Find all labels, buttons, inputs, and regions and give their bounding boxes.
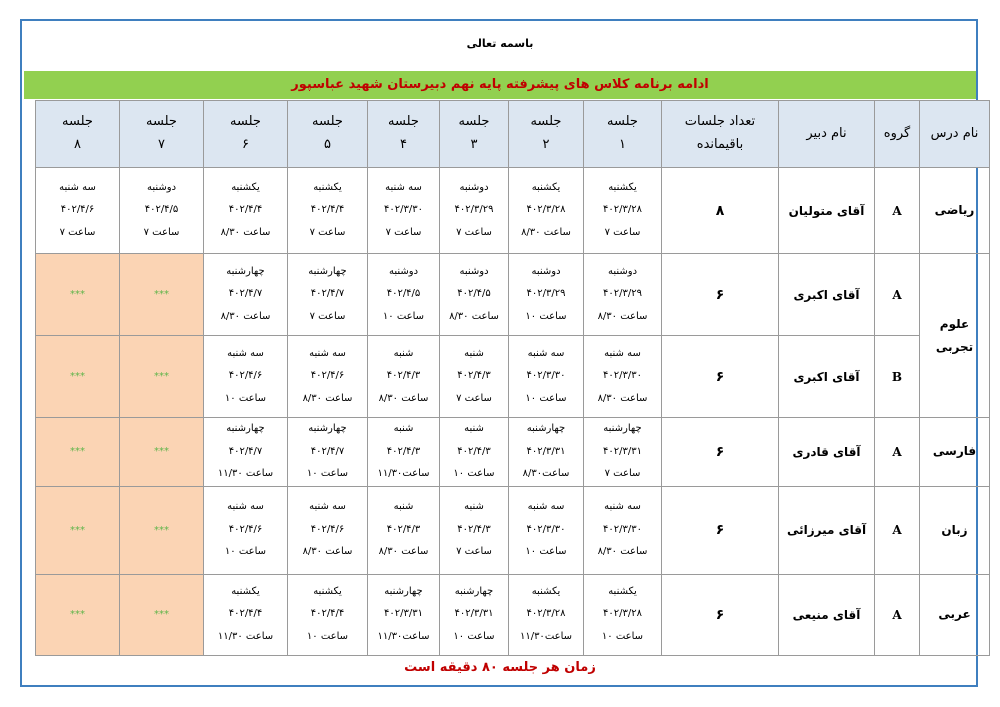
- table-row: [36, 418, 990, 487]
- session-day: چهارشنبه: [226, 265, 265, 277]
- session-cell: [204, 486, 288, 574]
- remaining-cell: ۶: [662, 254, 779, 336]
- session-date: ۴۰۲/۳/۳۰: [603, 370, 642, 382]
- session-date: ۴۰۲/۴/۶: [310, 370, 345, 382]
- session-time: ساعت ۸/۳۰: [378, 546, 429, 558]
- header-session-5: [288, 101, 368, 168]
- header-session-2: [509, 101, 584, 168]
- session-day: سه شنبه: [527, 347, 565, 359]
- header-session-4: [368, 101, 440, 168]
- session-cell: [368, 574, 440, 655]
- session-date: ۴۰۲/۴/۳: [457, 370, 491, 382]
- remaining-cell: ۶: [662, 574, 779, 655]
- session-date: ۴۰۲/۳/۲۹: [454, 204, 494, 216]
- header-session-word: جلسه: [530, 114, 562, 130]
- session-day: شنبه: [464, 423, 484, 434]
- header-session-word: جلسه: [146, 114, 177, 130]
- session-date: ۴۰۲/۳/۲۹: [603, 288, 642, 300]
- session-day: سه شنبه: [604, 501, 641, 513]
- unavailable-cell: ***: [120, 574, 204, 655]
- session-time: ساعت ۷: [456, 392, 492, 404]
- session-day: یکشنبه: [313, 181, 342, 193]
- header-session-8: [36, 101, 120, 168]
- session-cell: [584, 574, 662, 655]
- session-date: ۴۰۲/۴/۳: [457, 445, 491, 457]
- session-day: دوشنبه: [607, 265, 638, 277]
- remaining-cell: ۶: [662, 336, 779, 418]
- header-session-6: [204, 101, 288, 168]
- header-group: گروه: [875, 101, 920, 168]
- session-time: ساعت ۱۰: [453, 468, 495, 479]
- session-cell: [509, 418, 584, 487]
- session-cell: [440, 336, 509, 418]
- session-cell: [204, 168, 288, 254]
- table-row: [36, 254, 990, 336]
- session-day: دوشنبه: [146, 181, 177, 193]
- session-date: ۴۰۲/۴/۴: [228, 204, 263, 216]
- group-cell: A: [875, 168, 920, 254]
- session-time: ساعت ۸/۳۰: [378, 392, 429, 404]
- session-day: سه شنبه: [527, 501, 565, 513]
- session-day: یکشنبه: [231, 181, 260, 193]
- header-remaining-line2: باقیمانده: [696, 137, 744, 152]
- session-day: دوشنبه: [388, 265, 419, 277]
- header-session-7: [120, 101, 204, 168]
- session-cell: [440, 574, 509, 655]
- session-date: ۴۰۲/۳/۲۸: [603, 608, 642, 620]
- session-cell: [509, 486, 584, 574]
- header-session-word: جلسه: [62, 114, 93, 130]
- session-day: یکشنبه: [531, 181, 561, 193]
- session-date: ۴۰۲/۳/۳۰: [603, 523, 642, 535]
- unavailable-cell: ***: [36, 486, 120, 574]
- header-session-number: ۸: [74, 137, 81, 152]
- group-cell: A: [875, 574, 920, 655]
- header-session-number: ۷: [158, 137, 165, 152]
- session-cell: [120, 168, 204, 254]
- remaining-cell: ۸: [662, 168, 779, 254]
- session-cell: [288, 486, 368, 574]
- session-date: ۴۰۲/۳/۲۸: [526, 204, 566, 216]
- header-teacher: نام دبیر: [779, 101, 875, 168]
- session-time: ساعت ۱۰: [525, 310, 567, 322]
- session-day: سه شنبه: [309, 501, 346, 513]
- header-session-3: [440, 101, 509, 168]
- group-cell: A: [875, 486, 920, 574]
- header-row: [36, 101, 990, 168]
- session-day: چهارشنبه: [308, 265, 347, 277]
- session-time: ساعت ۸/۳۰: [302, 392, 353, 404]
- header-session-number: ۴: [400, 137, 407, 152]
- session-time: ساعت ۷: [456, 546, 492, 558]
- session-time: ساعت ۱۱/۳۰: [217, 468, 274, 479]
- session-time: ساعت ۱۰: [525, 392, 567, 404]
- session-cell: [584, 336, 662, 418]
- session-date: ۴۰۲/۴/۳: [457, 523, 491, 535]
- teacher-cell: آقای متولیان: [779, 168, 875, 254]
- teacher-cell: آقای اکبری: [779, 336, 875, 418]
- remaining-cell: ۶: [662, 418, 779, 487]
- header-session-word: جلسه: [458, 114, 490, 130]
- session-day: چهارشنبه: [526, 423, 566, 434]
- session-date: ۴۰۲/۴/۶: [228, 523, 263, 535]
- session-day: چهارشنبه: [454, 585, 494, 597]
- session-duration-note: زمان هر جلسه ۸۰ دقیقه است: [404, 660, 596, 675]
- header-session-number: ۵: [324, 137, 331, 152]
- session-date: ۴۰۲/۴/۶: [310, 523, 345, 535]
- header-subject: نام درس: [920, 101, 990, 168]
- session-date: ۴۰۲/۳/۳۱: [526, 445, 566, 457]
- session-cell: [509, 336, 584, 418]
- session-time: ساعت ۱۰: [525, 546, 567, 558]
- session-time: ساعت ۷: [385, 226, 422, 238]
- session-time: ساعت ۱۰: [224, 392, 267, 404]
- session-time: ساعت ۱۰: [306, 630, 349, 642]
- session-cell: [440, 418, 509, 487]
- session-time: ساعت ۸/۳۰: [597, 546, 648, 558]
- subject-cell: زبان: [920, 486, 990, 574]
- table-row: [36, 486, 990, 574]
- session-date: ۴۰۲/۴/۷: [228, 288, 263, 300]
- group-cell: A: [875, 254, 920, 336]
- teacher-cell: آقای اکبری: [779, 254, 875, 336]
- session-cell: [368, 254, 440, 336]
- session-time: ساعت۱۱/۳۰: [377, 630, 430, 642]
- session-time: ساعت ۷: [456, 226, 492, 238]
- session-cell: [440, 486, 509, 574]
- session-day: دوشنبه: [531, 265, 561, 277]
- session-day: دوشنبه: [459, 265, 489, 277]
- teacher-cell: آقای منیعی: [779, 574, 875, 655]
- session-cell: [204, 418, 288, 487]
- session-day: سه شنبه: [59, 181, 96, 193]
- session-date: ۴۰۲/۴/۶: [60, 204, 95, 216]
- subject-cell: فارسی: [920, 418, 990, 487]
- session-day: شنبه: [393, 423, 414, 434]
- unavailable-cell: ***: [120, 254, 204, 336]
- session-day: سه شنبه: [227, 347, 264, 359]
- unavailable-cell: ***: [36, 418, 120, 487]
- header-session-number: ۳: [470, 137, 478, 152]
- session-time: ساعت ۷: [309, 226, 346, 238]
- session-day: یکشنبه: [231, 585, 260, 597]
- session-date: ۴۰۲/۴/۴: [310, 608, 345, 620]
- session-time: ساعت ۸/۳۰: [597, 392, 648, 404]
- session-day: سه شنبه: [385, 181, 422, 193]
- session-day: دوشنبه: [459, 181, 489, 193]
- session-date: ۴۰۲/۳/۳۱: [603, 445, 642, 457]
- unavailable-cell: ***: [120, 418, 204, 487]
- session-time: ساعت ۷: [309, 310, 346, 322]
- session-cell: [509, 168, 584, 254]
- session-date: ۴۰۲/۳/۲۸: [603, 204, 642, 216]
- unavailable-cell: ***: [120, 486, 204, 574]
- session-day: سه شنبه: [227, 501, 264, 513]
- session-cell: [584, 486, 662, 574]
- subject-cell: ریاضی: [920, 168, 990, 254]
- table-row: [36, 168, 990, 254]
- header-session-word: جلسه: [312, 114, 343, 130]
- unavailable-cell: ***: [36, 574, 120, 655]
- session-cell: [204, 336, 288, 418]
- unavailable-cell: ***: [120, 336, 204, 418]
- session-cell: [509, 254, 584, 336]
- session-date: ۴۰۲/۴/۳: [386, 523, 421, 535]
- header-session-word: جلسه: [388, 114, 419, 130]
- schedule-table: [35, 100, 990, 656]
- session-cell: [368, 336, 440, 418]
- header-session-number: ۲: [542, 137, 550, 152]
- header-remaining-line1: تعداد جلسات: [684, 114, 756, 130]
- session-time: ساعت ۸/۳۰: [521, 226, 571, 238]
- session-time: ساعت ۷: [604, 226, 641, 238]
- session-date: ۴۰۲/۳/۳۰: [526, 370, 566, 382]
- session-cell: [440, 168, 509, 254]
- session-time: ساعت ۱۰: [382, 310, 425, 322]
- session-cell: [288, 574, 368, 655]
- session-day: شنبه: [464, 347, 484, 359]
- session-cell: [584, 168, 662, 254]
- session-time: ساعت ۱۰: [224, 546, 267, 558]
- session-cell: [440, 254, 509, 336]
- table-row: [36, 336, 990, 418]
- session-time: ساعت ۷: [604, 468, 641, 479]
- session-cell: [288, 336, 368, 418]
- subject-cell: عربی: [920, 574, 990, 655]
- session-cell: [204, 574, 288, 655]
- session-time: ساعت۱۱/۳۰: [377, 468, 430, 479]
- session-time: ساعت ۷: [143, 226, 180, 238]
- table-row: [36, 574, 990, 655]
- session-cell: [368, 168, 440, 254]
- session-cell: [368, 418, 440, 487]
- page-title: ادامه برنامه کلاس های پیشرفته پایه نهم دبیرستان شهید عباسپور: [24, 71, 976, 99]
- session-date: ۴۰۲/۴/۵: [386, 288, 421, 300]
- session-day: سه شنبه: [604, 347, 641, 359]
- session-cell: [36, 168, 120, 254]
- session-date: ۴۰۲/۴/۷: [310, 288, 345, 300]
- header-session-number: ۱: [619, 137, 626, 152]
- unavailable-cell: ***: [36, 336, 120, 418]
- session-cell: [288, 168, 368, 254]
- session-day: چهارشنبه: [226, 423, 265, 434]
- session-date: ۴۰۲/۳/۳۱: [384, 608, 423, 620]
- session-time: ساعت ۱۰: [453, 630, 495, 642]
- header-session-word: جلسه: [230, 114, 261, 130]
- session-date: ۴۰۲/۴/۵: [457, 288, 491, 300]
- session-cell: [584, 418, 662, 487]
- session-time: ساعت۱۱/۳۰: [519, 630, 573, 642]
- session-date: ۴۰۲/۴/۶: [228, 370, 263, 382]
- session-cell: [584, 254, 662, 336]
- subject-line2: تجربی: [935, 339, 974, 354]
- session-time: ساعت ۱۱/۳۰: [217, 630, 274, 642]
- session-time: ساعت ۱۰: [306, 468, 349, 479]
- basmala-heading: باسمه تعالی: [466, 37, 534, 50]
- session-date: ۴۰۲/۳/۳۱: [454, 608, 494, 620]
- session-date: ۴۰۲/۳/۳۰: [526, 523, 566, 535]
- unavailable-cell: ***: [36, 254, 120, 336]
- session-date: ۴۰۲/۳/۳۰: [384, 204, 423, 216]
- session-day: چهارشنبه: [603, 423, 642, 434]
- session-time: ساعت ۸/۳۰: [449, 310, 499, 322]
- header-session-1: [584, 101, 662, 168]
- session-time: ساعت۸/۳۰: [522, 468, 570, 479]
- session-day: چهارشنبه: [308, 423, 347, 434]
- remaining-cell: ۶: [662, 486, 779, 574]
- session-date: ۴۰۲/۴/۵: [144, 204, 179, 216]
- session-day: چهارشنبه: [384, 585, 423, 597]
- header-session-number: ۶: [242, 137, 249, 152]
- session-day: سه شنبه: [309, 347, 346, 359]
- session-cell: [204, 254, 288, 336]
- session-time: ساعت ۷: [59, 226, 96, 238]
- session-cell: [509, 574, 584, 655]
- session-day: شنبه: [393, 501, 414, 513]
- session-date: ۴۰۲/۴/۷: [310, 445, 345, 457]
- session-date: ۴۰۲/۴/۳: [386, 445, 421, 457]
- session-cell: [288, 254, 368, 336]
- session-date: ۴۰۲/۳/۲۸: [526, 608, 566, 620]
- session-time: ساعت ۱۰: [601, 630, 644, 642]
- session-time: ساعت ۸/۳۰: [220, 310, 271, 322]
- session-day: شنبه: [464, 501, 484, 513]
- session-cell: [368, 486, 440, 574]
- header-remaining: [662, 101, 779, 168]
- session-date: ۴۰۲/۳/۲۹: [526, 288, 566, 300]
- session-cell: [288, 418, 368, 487]
- subject-cell: [920, 254, 990, 418]
- session-date: ۴۰۲/۴/۷: [228, 445, 263, 457]
- session-date: ۴۰۲/۴/۴: [228, 608, 263, 620]
- session-day: یکشنبه: [608, 585, 637, 597]
- session-day: یکشنبه: [313, 585, 342, 597]
- session-day: یکشنبه: [608, 181, 637, 193]
- group-cell: B: [875, 336, 920, 418]
- session-date: ۴۰۲/۴/۳: [386, 370, 421, 382]
- session-time: ساعت ۸/۳۰: [302, 546, 353, 558]
- header-session-word: جلسه: [607, 114, 638, 130]
- teacher-cell: آقای قادری: [779, 418, 875, 487]
- teacher-cell: آقای میرزائی: [779, 486, 875, 574]
- session-time: ساعت ۸/۳۰: [597, 310, 648, 322]
- session-time: ساعت ۸/۳۰: [220, 226, 271, 238]
- subject-line1: علوم: [939, 316, 970, 331]
- session-day: یکشنبه: [531, 585, 561, 597]
- group-cell: A: [875, 418, 920, 487]
- session-date: ۴۰۲/۴/۴: [310, 204, 345, 216]
- session-day: شنبه: [393, 347, 414, 359]
